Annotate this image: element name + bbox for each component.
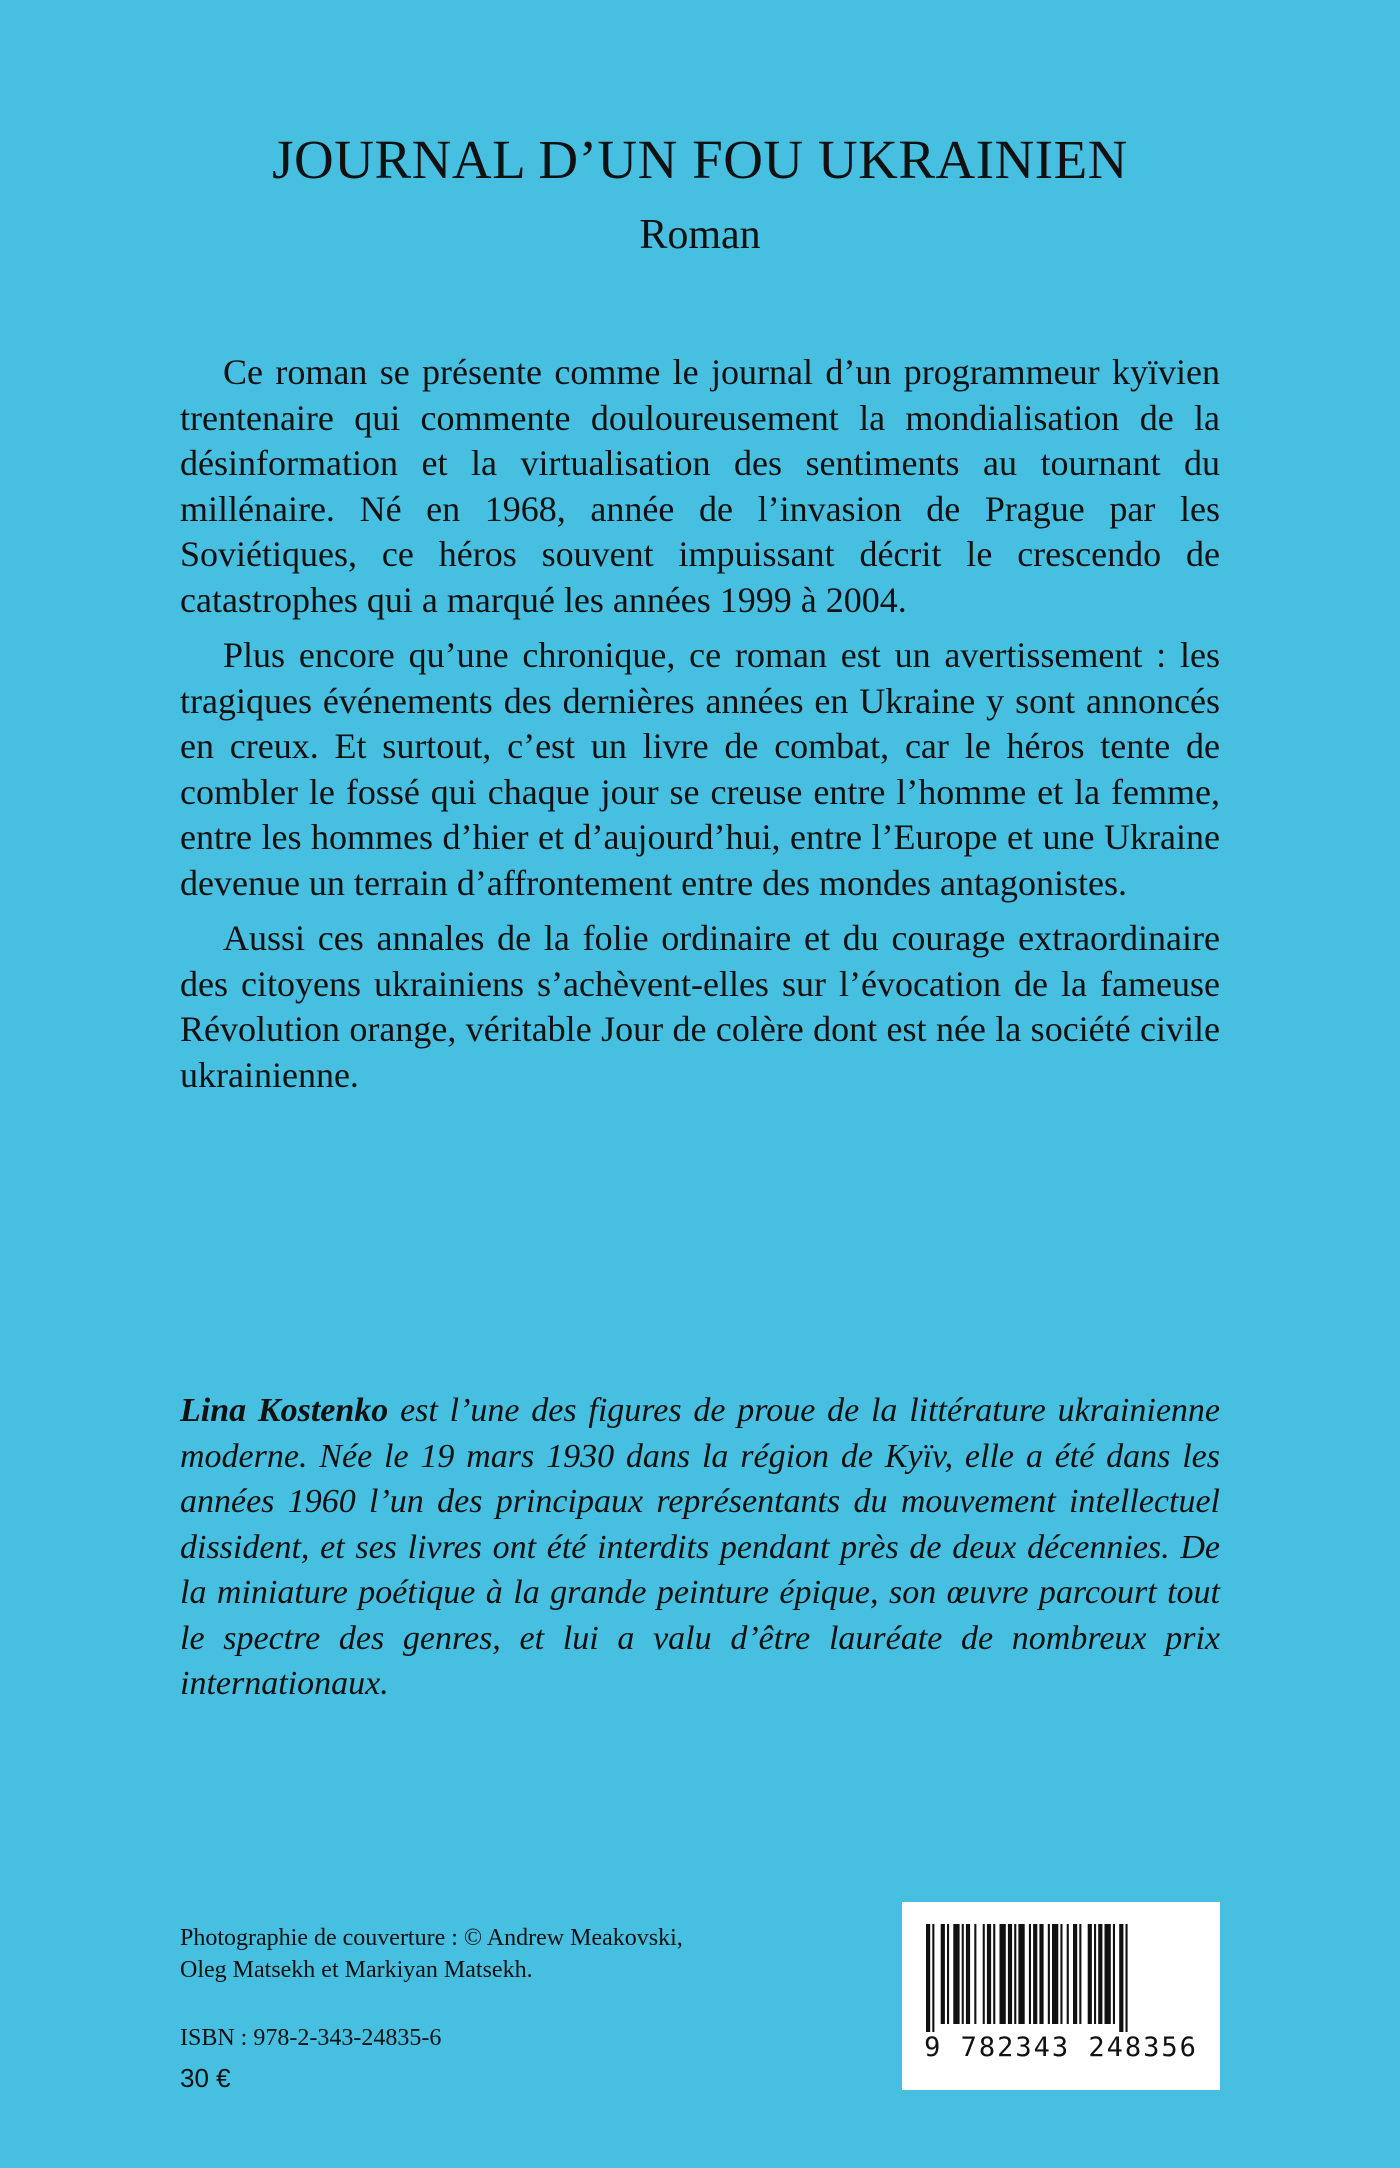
barcode-bar bbox=[1029, 1924, 1031, 2024]
barcode-bar bbox=[993, 1924, 995, 2024]
author-bio bbox=[180, 1388, 1220, 1707]
barcode-bar bbox=[953, 1924, 959, 2024]
book-subtitle: Roman bbox=[639, 212, 761, 258]
barcode-bar bbox=[1088, 1924, 1092, 2024]
barcode-bar bbox=[966, 1924, 970, 2024]
barcode-bar bbox=[1126, 1924, 1128, 2032]
barcode-bar bbox=[1079, 1924, 1081, 2024]
barcode-bar bbox=[987, 1924, 991, 2024]
barcode-digits: 9 782343 248356 bbox=[924, 2032, 1198, 2063]
barcode-bars bbox=[926, 1924, 1196, 2032]
barcode-bar bbox=[941, 1924, 945, 2024]
photo-credits bbox=[180, 1922, 740, 1986]
barcode-bar bbox=[1048, 1924, 1050, 2024]
barcode-bar bbox=[1119, 1924, 1123, 2032]
isbn: ISBN : 978-2-343-24835-6 bbox=[180, 2025, 442, 2051]
synopsis-paragraph-2: Plus encore qu’une chronique, ce roman est un avertissement : les tragiques événements des dernières années en Ukraine y sont annoncés en creux. Et surtout, c’est un livre de combat, car le héros tente de combler le fossé qui chaque jour se creuse entre l’homme et la femme, entre les hommes d’hier et d’aujourd’hui, entre l’Europe et une Ukraine devenue un terrain d’affrontement entre des mondes antagonistes. bbox=[180, 635, 1220, 903]
barcode-bar bbox=[1008, 1924, 1012, 2024]
barcode-bar bbox=[1052, 1924, 1058, 2024]
barcode-bar bbox=[1098, 1924, 1102, 2024]
barcode-bar bbox=[1033, 1924, 1037, 2024]
barcode-bar bbox=[1113, 1924, 1115, 2024]
barcode-bar bbox=[926, 1924, 930, 2032]
barcode-bar bbox=[1000, 1924, 1006, 2024]
barcode-bar bbox=[1060, 1924, 1062, 2024]
barcode-bar bbox=[947, 1924, 949, 2024]
barcode-bar bbox=[974, 1924, 976, 2024]
barcode-bar bbox=[962, 1924, 964, 2024]
synopsis bbox=[180, 350, 1220, 1108]
synopsis-paragraph-1: Ce roman se présente comme le journal d’un programmeur kyïvien trentenaire qui commente douloureusement la mondialisation de la désinformation et la virtualisation des sentiments au tournant du millénaire. Né en 1968, année de l’invasion de Prague par les Soviétiques, ce héros souvent impuissant décrit le crescendo de catastrophes qui a marqué les années 1999 à 2004. bbox=[180, 352, 1220, 620]
barcode-bar bbox=[983, 1924, 985, 2024]
barcode-bar bbox=[1067, 1924, 1069, 2024]
barcode-bar bbox=[1014, 1924, 1016, 2024]
synopsis-paragraph-3: Aussi ces annales de la folie ordinaire et du courage extraordinaire des citoyens ukrainiens s’achèvent-elles sur l’évocation de la fameuse Révolution orange, véritable Jour de colère dont est née la société civile ukrainienne. bbox=[180, 918, 1220, 1095]
price: 30 € bbox=[180, 2063, 231, 2093]
barcode-bar bbox=[1105, 1924, 1111, 2024]
barcode-bar bbox=[932, 1924, 934, 2032]
barcode bbox=[902, 1902, 1220, 2090]
barcode-bar bbox=[1073, 1924, 1077, 2024]
barcode-bar bbox=[1039, 1924, 1043, 2024]
barcode-bar bbox=[1018, 1924, 1024, 2024]
author-name: Lina Kostenko bbox=[180, 1392, 389, 1429]
photo-credits-line-1: Photographie de couverture : © Andrew Meakovski, bbox=[180, 1925, 683, 1951]
author-bio-text: est l’une des figures de proue de la littérature ukrainienne moderne. Née le 19 mars 1930 dans la région de Kyïv, elle a été dans les années 1960 l’un des principaux représentants du mouvement intellectuel dissident, et ses livres ont été interdits pendant près de deux décennies. De la miniature poétique à la grande peinture épique, son œuvre parcourt tout le spectre des genres, et lui a valu d’être lauréate de nombreux prix internationaux. bbox=[180, 1392, 1220, 1702]
book-title: JOURNAL D’UN FOU UKRAINIEN bbox=[272, 129, 1128, 190]
barcode-bar bbox=[1094, 1924, 1096, 2024]
photo-credits-line-2: Oleg Matsekh et Markiyan Matsekh. bbox=[180, 1957, 533, 1983]
